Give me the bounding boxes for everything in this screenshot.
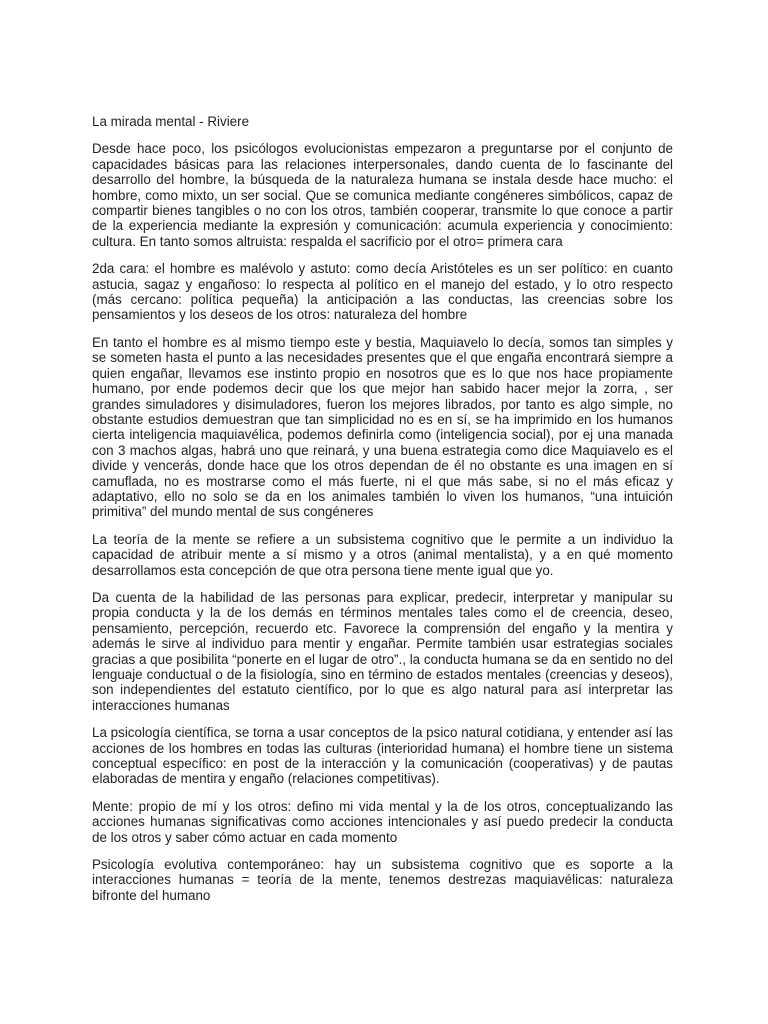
paragraph-evolutionary-psychology: Psicología evolutiva contemporáneo: hay un subsistema cognitivo que es soporte a la interacciones humanas = teoría de la mente, tenemos destrezas maquiavélicas: naturaleza bifronte del humano (92, 857, 673, 903)
paragraph-theory-of-mind: La teoría de la mente se refiere a un subsistema cognitivo que le permite a un individuo la capacidad de atribuir mente a sí mismo y a otros (animal mentalista), y a en qué momento desarrollamos esta concepción de que otra persona tiene mente igual que yo. (92, 531, 673, 578)
paragraph-abilities: Da cuenta de la habilidad de las personas para explicar, predecir, interpretar y manipular su propia conducta y la de los demás en términos mentales tales como el de creencia, deseo, pensamiento, percepción, recuerdo etc. Favorece la comprensión del engaño y la mentira y además le sirve al individuo para mentir y engañar. Permite también usar estrategias sociales gracias a que posibilita “ponerte en el lugar de otro”., la conducta humana se da en sentido no del lenguaje conductual o de la fisiología, sino en término de estados mentales (creencias y deseos), son independientes del estatuto científico, por lo que es algo natural para así interpretar las interacciones humanas (92, 589, 673, 713)
paragraph-scientific-psychology: La psicología científica, se torna a usar conceptos de la psico natural cotidiana, y entender así las acciones de los hombres en todas las culturas (interioridad humana) el hombre tiene un sistema conceptual específico: en post de la interacción y la comunicación (cooperativas) y de pautas elaboradas de mentira y engaño (relaciones competitivas). (92, 725, 673, 787)
document-page (92, 114, 673, 915)
paragraph-mind: Mente: propio de mí y los otros: defino mi vida mental y la de los otros, conceptualizando las acciones humanas significativas como acciones intencionales y así puedo predecir la conducta de los otros y saber cómo actuar en cada momento (92, 798, 673, 845)
paragraph-altruism: Desde hace poco, los psicólogos evolucionistas empezaron a preguntarse por el conjunto de capacidades básicas para las relaciones interpersonales, dando cuenta de lo fascinante del desarrollo del hombre, la búsqueda de la naturaleza humana se instala desde hace mucho: el hombre, como mixto, un ser social. Que se comunica mediante congéneres simbólicos, capaz de compartir bienes tangibles o no con los otros, también cooperar, transmite lo que conoce a partir de la experiencia mediante la expresión y comunicación: acumula experiencia y conocimiento: cultura. En tanto somos altruista: respalda el sacrificio por el otro= primera cara (92, 141, 673, 249)
document-title: La mirada mental - Riviere (92, 114, 250, 129)
paragraph-machiavelli: En tanto el hombre es al mismo tiempo este y bestia, Maquiavelo lo decía, somos tan simples y se someten hasta el punto a las necesidades presentes que el que engaña encontrará siempre a quien engañar, llevamos ese instinto propio en nosotros que es lo que nos hace propiamente humano, por ende podemos decir que los que mejor han sabido hacer mejor la zorra, , ser grandes simuladores y disimuladores, fueron los mejores librados, por tanto es algo simple, no obstante estudios demuestran que tan simplicidad no es en sí, se ha imprimido en los humanos cierta inteligencia maquiavélica, podemos definirla como (inteligencia social), por ej una manada con 3 machos algas, habrá uno que reinará, y una buena estrategia como dice Maquiavelo es el divide y vencerás, donde hace que los otros dependan de él no obstante es una imagen en sí camuflada, no es mostrarse como el más fuerte, ni el que más sabe, si no el más eficaz y adaptativo, ello no solo se da en los animales también lo viven los humanos, “una intuición primitiva” del mundo mental de sus congéneres (92, 334, 673, 520)
paragraph-second-face: 2da cara: el hombre es malévolo y astuto: como decía Aristóteles es un ser político: en cuanto astucia, sagaz y engañoso: lo respecta al político en el manejo del estado, y lo otro respecto (más cercano: política pequeña) la anticipación a las conductas, las creencias sobre los pensamientos y los deseos de los otros: naturaleza del hombre (92, 261, 673, 323)
